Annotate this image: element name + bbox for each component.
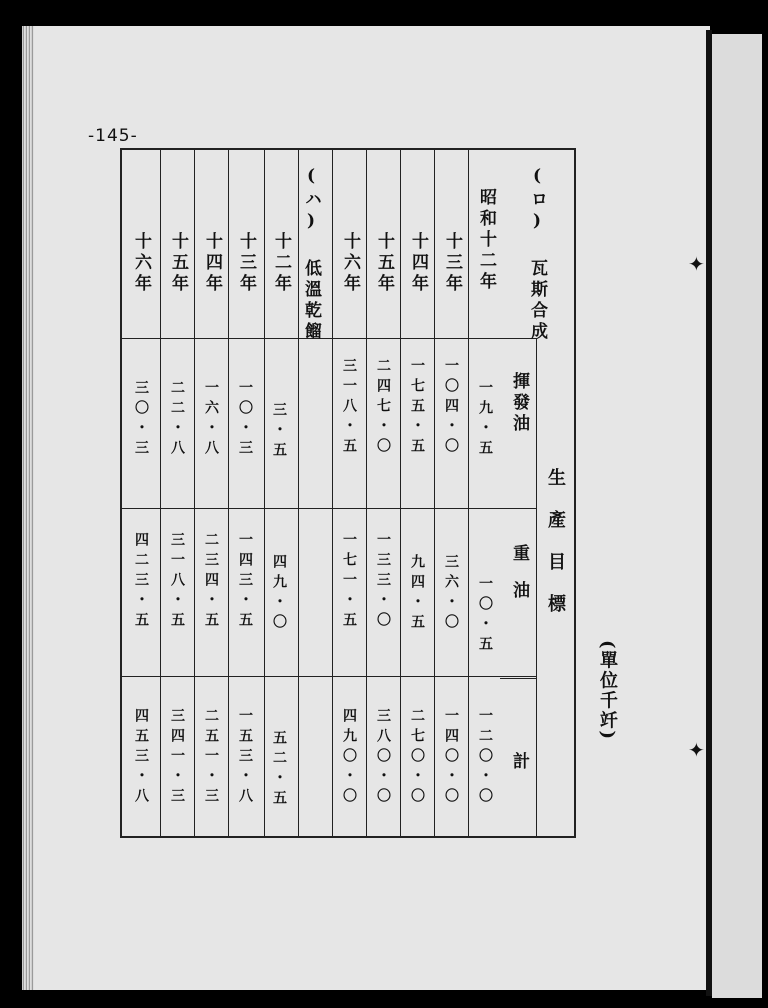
- col-rule-5: [332, 148, 333, 838]
- year-label: 十六年: [131, 232, 151, 295]
- volatile-oil-value: 一七五・五: [409, 358, 425, 458]
- volatile-oil-value: 一〇四・〇: [443, 358, 459, 458]
- production-target-label: 生產目標: [545, 468, 566, 636]
- year-label: 十三年: [442, 232, 462, 295]
- year-label: 昭和十二年: [476, 188, 496, 293]
- heavy-oil-value: 一三三・〇: [375, 532, 391, 632]
- total-label: 計: [509, 752, 529, 773]
- year-label: 十二年: [271, 232, 291, 295]
- production-target-table: [120, 148, 576, 838]
- page-binding-edge: [22, 26, 34, 990]
- binding-clip-bottom: ✦: [688, 738, 705, 762]
- heavy-oil-value: 二三四・五: [203, 532, 219, 632]
- col-rule-1: [468, 148, 469, 838]
- total-value: 四五三・八: [133, 708, 149, 808]
- total-value: 一五三・八: [237, 708, 253, 808]
- col-rule-4: [366, 148, 367, 838]
- heavy-oil-value: 四九・〇: [271, 554, 287, 634]
- total-value: 一二〇・〇: [477, 708, 493, 808]
- col-rule-9: [194, 148, 195, 838]
- total-value: 四九〇・〇: [341, 708, 357, 808]
- total-value: 二五一・三: [203, 708, 219, 808]
- total-value: 五二・五: [271, 730, 287, 810]
- row-rule-heavy: [120, 676, 536, 677]
- volatile-oil-value: 三一八・五: [341, 358, 357, 458]
- heavy-oil-value: 四二三・五: [133, 532, 149, 632]
- facing-page-edge: [712, 34, 762, 998]
- section-low-temp-carbonization: (ハ) 低溫乾餾: [301, 166, 321, 343]
- col-rule-8: [228, 148, 229, 838]
- row-rule-header: [120, 338, 536, 339]
- year-label: 十三年: [236, 232, 256, 295]
- heavy-oil-value: 一〇・五: [477, 576, 493, 656]
- volatile-oil-value: 一九・五: [477, 380, 493, 460]
- heavy-oil-value: 一四三・五: [237, 532, 253, 632]
- total-value: 三八〇・〇: [375, 708, 391, 808]
- table-border-left: [120, 148, 122, 838]
- unit-label: (單位千竏): [597, 640, 618, 742]
- table-border-right: [574, 148, 576, 838]
- heavy-oil-value: 九四・五: [409, 554, 425, 634]
- heavy-oil-value: 一七一・五: [341, 532, 357, 632]
- volatile-oil-value: 一六・八: [203, 380, 219, 460]
- total-header-rule: [500, 678, 536, 679]
- page-number: -145-: [88, 126, 138, 146]
- col-rule-10: [160, 148, 161, 838]
- volatile-oil-value: 三・五: [271, 402, 287, 462]
- heavy-oil-value: 三六・〇: [443, 554, 459, 634]
- table-border-bottom: [120, 836, 576, 838]
- volatile-oil-value: 一〇・三: [237, 380, 253, 460]
- table-border-top: [120, 148, 576, 150]
- year-label: 十五年: [168, 232, 188, 295]
- col-rule-7: [264, 148, 265, 838]
- row-rule-volatile: [120, 508, 536, 509]
- year-label: 十六年: [340, 232, 360, 295]
- volatile-oil-value: 二四七・〇: [375, 358, 391, 458]
- header-divider: [536, 338, 537, 838]
- section-gas-synthesis: (ロ) 瓦斯合成: [527, 166, 547, 343]
- volatile-oil-value: 二二・八: [169, 380, 185, 460]
- year-label: 十四年: [202, 232, 222, 295]
- col-rule-3: [400, 148, 401, 838]
- year-label: 十四年: [408, 232, 428, 295]
- volatile-oil-label: 揮發油: [509, 372, 529, 435]
- heavy-oil-label: 重油: [509, 544, 529, 618]
- volatile-oil-value: 三〇・三: [133, 380, 149, 460]
- total-value: 一四〇・〇: [443, 708, 459, 808]
- heavy-oil-value: 三一八・五: [169, 532, 185, 632]
- year-label: 十五年: [374, 232, 394, 295]
- binding-clip-top: ✦: [688, 252, 705, 276]
- total-value: 二七〇・〇: [409, 708, 425, 808]
- col-rule-6: [298, 148, 299, 838]
- total-value: 三四一・三: [169, 708, 185, 808]
- col-rule-2: [434, 148, 435, 838]
